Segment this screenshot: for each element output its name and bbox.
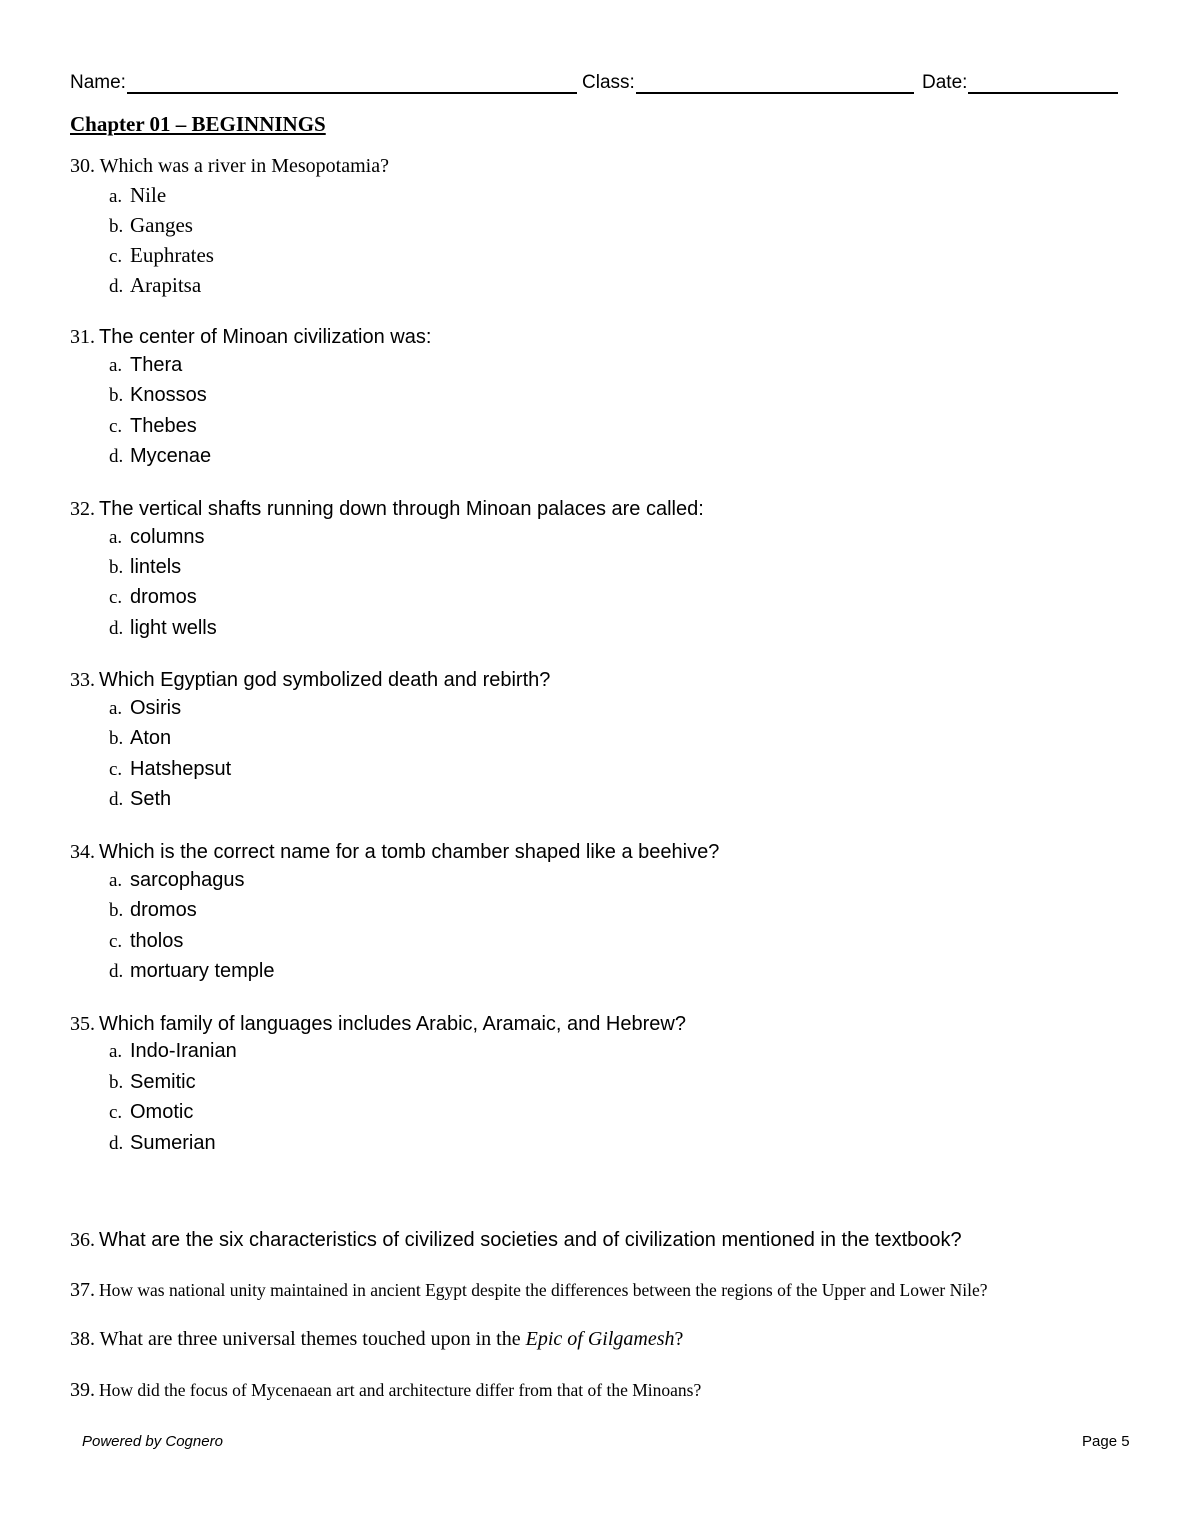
option-33c[interactable]: c. Hatshepsut bbox=[109, 758, 232, 780]
student-info-header bbox=[70, 70, 1120, 96]
option-33a[interactable]: a. Osiris bbox=[109, 697, 182, 719]
name-label: Name: bbox=[70, 72, 126, 93]
option-34d[interactable]: d. mortuary temple bbox=[109, 960, 275, 982]
question-number: 39. bbox=[70, 1379, 95, 1401]
name-blank-line[interactable] bbox=[127, 70, 577, 94]
option-34c[interactable]: c. tholos bbox=[109, 930, 184, 952]
option-34b[interactable]: b. dromos bbox=[109, 899, 197, 921]
book-title: Epic of Gilgamesh bbox=[525, 1328, 675, 1350]
option-30d[interactable]: d. Arapitsa bbox=[109, 273, 202, 297]
option-30c[interactable]: c. Euphrates bbox=[109, 243, 214, 267]
option-31d[interactable]: d. Mycenae bbox=[109, 445, 212, 467]
chapter-title: Chapter 01 – BEGINNINGS bbox=[70, 112, 326, 136]
question-36 bbox=[70, 1229, 962, 1252]
question-37 bbox=[70, 1279, 987, 1302]
option-32c[interactable]: c. dromos bbox=[109, 586, 197, 608]
question-33 bbox=[70, 669, 550, 692]
class-label: Class: bbox=[582, 72, 635, 93]
option-31c[interactable]: c. Thebes bbox=[109, 415, 197, 437]
question-34 bbox=[70, 841, 719, 864]
question-number: 30. bbox=[70, 155, 95, 177]
date-label: Date: bbox=[922, 72, 968, 93]
question-text: Which is the correct name for a tomb chamber shaped like a beehive? bbox=[99, 841, 720, 863]
option-35a[interactable]: a. Indo-Iranian bbox=[109, 1040, 237, 1062]
option-31b[interactable]: b. Knossos bbox=[109, 384, 207, 406]
question-39 bbox=[70, 1379, 701, 1402]
question-number: 34. bbox=[70, 841, 95, 863]
option-35c[interactable]: c. Omotic bbox=[109, 1101, 194, 1123]
question-text: How was national unity maintained in ancient Egypt despite the differences between the regions of the Upper and Lower Nile? bbox=[99, 1280, 988, 1300]
option-31a[interactable]: a. Thera bbox=[109, 354, 183, 376]
date-field[interactable] bbox=[922, 70, 1118, 94]
option-33b[interactable]: b. Aton bbox=[109, 727, 172, 749]
option-35d[interactable]: d. Sumerian bbox=[109, 1132, 216, 1154]
option-33d[interactable]: d. Seth bbox=[109, 788, 172, 810]
question-text: Which family of languages includes Arabic, Aramaic, and Hebrew? bbox=[99, 1013, 686, 1035]
question-number: 31. bbox=[70, 326, 95, 348]
option-32d[interactable]: d. light wells bbox=[109, 617, 217, 639]
question-number: 32. bbox=[70, 498, 95, 520]
option-34a[interactable]: a. sarcophagus bbox=[109, 869, 245, 891]
option-30b[interactable]: b. Ganges bbox=[109, 213, 193, 237]
page-number: Page 5 bbox=[1082, 1433, 1130, 1450]
question-number: 37. bbox=[70, 1279, 95, 1301]
question-text: What are three universal themes touched upon in the Epic of Gilgamesh? bbox=[99, 1328, 684, 1350]
question-number: 33. bbox=[70, 669, 95, 691]
question-text: How did the focus of Mycenaean art and architecture differ from that of the Minoans? bbox=[99, 1380, 702, 1400]
option-32b[interactable]: b. lintels bbox=[109, 556, 182, 578]
option-30a[interactable]: a. Nile bbox=[109, 183, 167, 207]
question-text: What are the six characteristics of civilized societies and of civilization mentioned in the textbook? bbox=[99, 1229, 962, 1251]
question-number: 38. bbox=[70, 1328, 95, 1350]
question-31 bbox=[70, 326, 431, 349]
question-text: The vertical shafts running down through Minoan palaces are called: bbox=[99, 498, 704, 520]
class-blank-line[interactable] bbox=[636, 70, 914, 94]
question-number: 36. bbox=[70, 1229, 95, 1251]
question-number: 35. bbox=[70, 1013, 95, 1035]
question-35 bbox=[70, 1013, 686, 1036]
powered-by-footer: Powered by Cognero bbox=[82, 1433, 223, 1450]
option-32a[interactable]: a. columns bbox=[109, 526, 205, 548]
question-32 bbox=[70, 498, 704, 521]
question-text: Which was a river in Mesopotamia? bbox=[99, 155, 389, 177]
question-30 bbox=[70, 155, 389, 178]
class-field[interactable] bbox=[582, 70, 914, 94]
question-38 bbox=[70, 1328, 683, 1351]
question-text: The center of Minoan civilization was: bbox=[99, 326, 432, 348]
question-text: Which Egyptian god symbolized death and rebirth? bbox=[99, 669, 551, 691]
option-35b[interactable]: b. Semitic bbox=[109, 1071, 196, 1093]
date-blank-line[interactable] bbox=[968, 70, 1118, 94]
name-field[interactable] bbox=[70, 70, 577, 94]
